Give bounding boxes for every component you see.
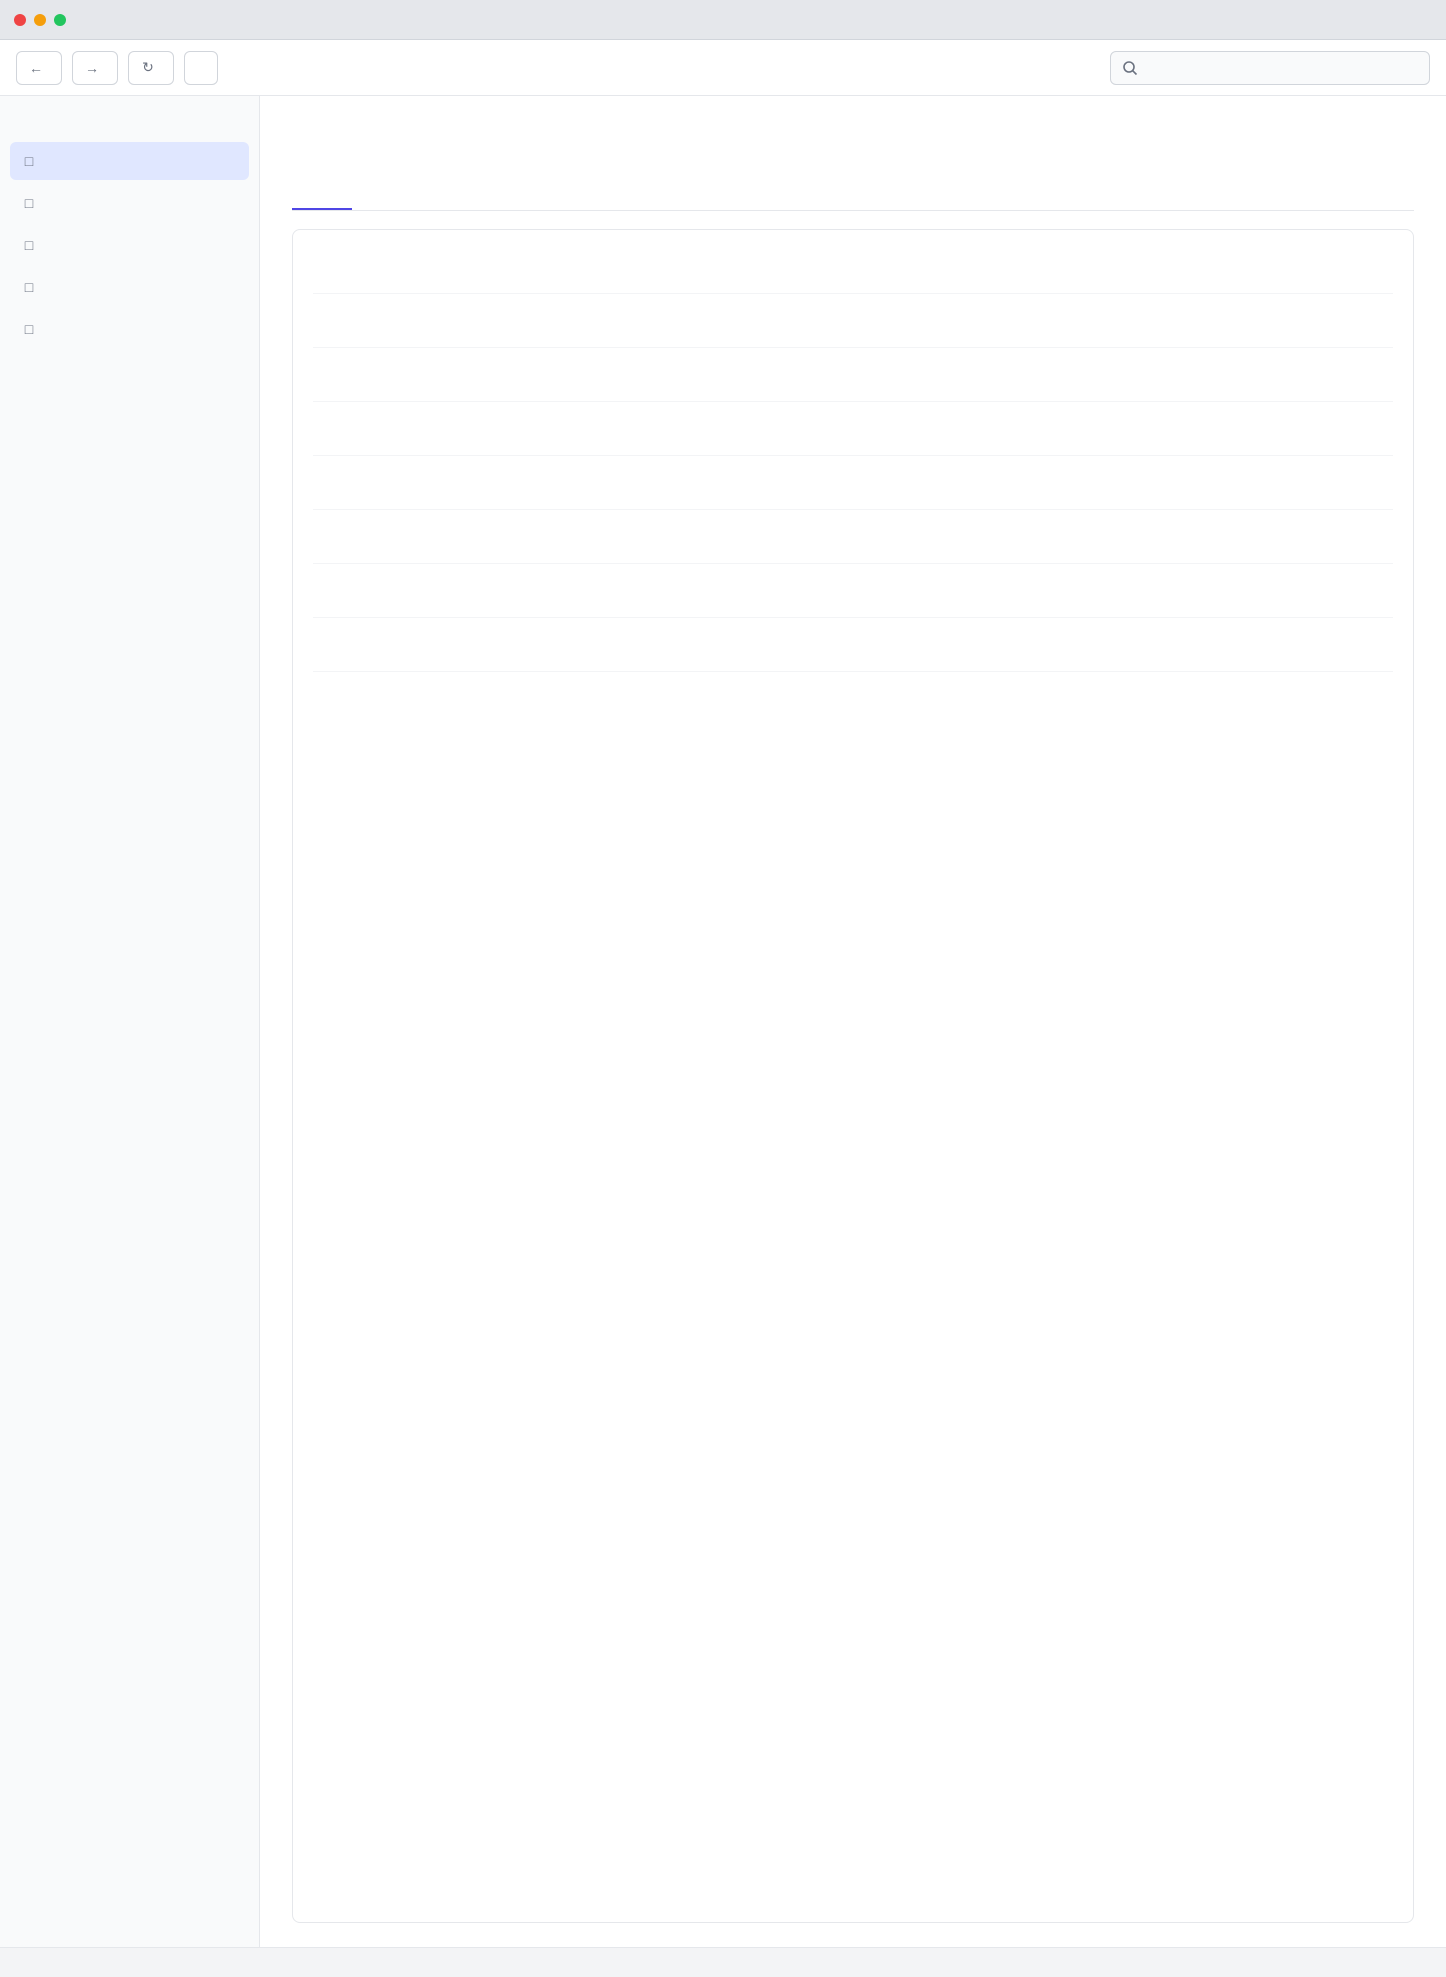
sidebar-item[interactable] bbox=[10, 226, 249, 264]
list-item[interactable] bbox=[313, 250, 1393, 294]
arrow-right-icon: → bbox=[85, 59, 99, 76]
list-item[interactable] bbox=[313, 358, 1393, 402]
folder-icon: □ bbox=[24, 195, 34, 211]
search-icon bbox=[1121, 59, 1139, 77]
list-item[interactable] bbox=[313, 574, 1393, 618]
folder-icon: □ bbox=[24, 279, 34, 295]
sidebar-item[interactable] bbox=[10, 310, 249, 348]
page-title bbox=[292, 120, 1414, 152]
search-input[interactable] bbox=[1147, 60, 1419, 76]
tab[interactable] bbox=[292, 170, 352, 210]
status-bar bbox=[0, 1947, 1446, 1977]
sidebar-item[interactable] bbox=[10, 268, 249, 306]
back-button[interactable] bbox=[16, 51, 62, 85]
sidebar-item[interactable] bbox=[10, 142, 249, 180]
folder-icon: □ bbox=[24, 321, 34, 337]
minimize-window-button[interactable] bbox=[34, 14, 46, 26]
search-box bbox=[1110, 51, 1430, 85]
title-bar bbox=[0, 0, 1446, 40]
window-controls bbox=[14, 14, 66, 26]
list-item[interactable] bbox=[313, 466, 1393, 510]
sidebar-item[interactable] bbox=[10, 184, 249, 222]
toolbar bbox=[0, 40, 1446, 96]
sidebar bbox=[0, 96, 260, 1947]
tab[interactable] bbox=[420, 170, 480, 210]
list-item[interactable] bbox=[313, 520, 1393, 564]
list-item[interactable] bbox=[313, 628, 1393, 672]
list-item[interactable] bbox=[313, 412, 1393, 456]
maximize-window-button[interactable] bbox=[54, 14, 66, 26]
forward-button[interactable] bbox=[72, 51, 118, 85]
app-body bbox=[0, 96, 1446, 1947]
sidebar-heading bbox=[10, 112, 249, 138]
list-item[interactable] bbox=[313, 304, 1393, 348]
tab-bar bbox=[292, 170, 1414, 211]
arrow-left-icon: ← bbox=[29, 59, 43, 76]
tab[interactable] bbox=[356, 170, 416, 210]
main-content bbox=[260, 96, 1446, 1947]
primary-action-button[interactable] bbox=[184, 51, 218, 85]
refresh-icon: ↻ bbox=[142, 59, 154, 75]
folder-icon: □ bbox=[24, 153, 34, 169]
folder-icon: □ bbox=[24, 237, 34, 253]
close-window-button[interactable] bbox=[14, 14, 26, 26]
content-panel bbox=[292, 229, 1414, 1923]
refresh-button[interactable] bbox=[128, 51, 174, 85]
